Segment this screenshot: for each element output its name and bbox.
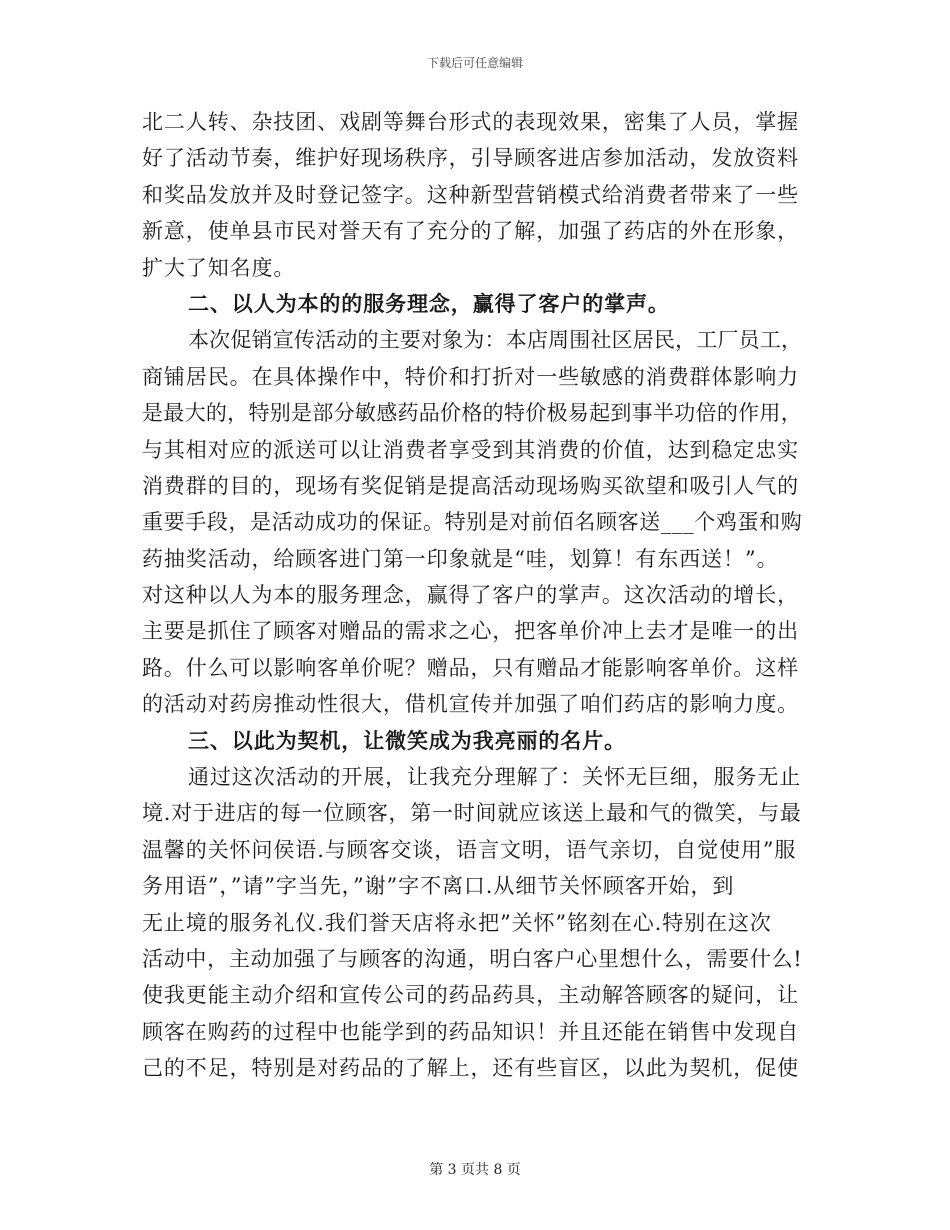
text-line: 对这种以人为本的服务理念，赢得了客户的掌声。这次活动的增长， xyxy=(142,583,799,608)
document-body xyxy=(142,104,802,1087)
text-line: 境.对于进店的每一位顾客，第一时间就应该送上最和气的微笑，与最 xyxy=(142,801,802,826)
section-heading: 二、以人为本的的服务理念，赢得了客户的掌声。 xyxy=(188,290,670,316)
text-line: 和奖品发放并及时登记签字。这种新型营销模式给消费者带来了一些 xyxy=(142,182,799,207)
text-line: 己的不足，特别是对药品的了解上，还有些盲区，以此为契机，促使 xyxy=(142,1056,799,1081)
text-line: 温馨的关怀问侯语.与顾客交谈，语言文明，语气亲切，自觉使用”服 xyxy=(142,837,797,862)
text-line: 北二人转、杂技团、戏剧等舞台形式的表现效果，密集了人员，掌握 xyxy=(142,110,799,134)
text-line: 通过这次活动的开展，让我充分理解了：关怀无巨细，服务无止 xyxy=(188,765,802,790)
text-line: 消费群的目的，现场有奖促销是提高活动现场购买欲望和吸引人气的 xyxy=(142,473,799,498)
text-line: 新意，使单县市民对誉天有了充分的了解，加强了药店的外在形象， xyxy=(142,219,799,244)
text-line: 重要手段，是活动成功的保证。特别是对前佰名顾客送___个鸡蛋和购 xyxy=(142,510,803,535)
text-line: 顾客在购药的过程中也能学到的药品知识！并且还能在销售中发现自 xyxy=(142,1019,799,1044)
text-line: 是最大的，特别是部分敏感药品价格的特价极易起到事半功倍的作用， xyxy=(142,401,802,426)
text-line: 路。什么可以影响客单价呢？赠品，只有赠品才能影响客单价。这样 xyxy=(142,655,799,680)
text-line: 的活动对药房推动性很大，借机宣传并加强了咱们药店的影响力度。 xyxy=(142,692,799,717)
page-footer: 第 3 页共 8 页 xyxy=(429,1162,521,1178)
text-line: 药抽奖活动，给顾客进门第一印象就是“哇，划算！有东西送！”。 xyxy=(142,546,779,571)
text-line: 无止境的服务礼仪.我们誉天店将永把”关怀”铭刻在心.特别在这次 xyxy=(142,910,772,935)
page-header: 下载后可任意编辑 xyxy=(426,56,523,70)
text-line: 本次促销宣传活动的主要对象为：本店周围社区居民，工厂员工， xyxy=(188,328,803,353)
text-line: 好了活动节奏，维护好现场秩序，引导顾客进店参加活动，发放资料 xyxy=(142,146,799,171)
text-line: 扩大了知名度。 xyxy=(142,255,296,280)
text-line: 主要是抓住了顾客对赠品的需求之心，把客单价冲上去才是唯一的出 xyxy=(142,619,799,644)
text-line: 商铺居民。在具体操作中，特价和打折对一些敏感的消费群体影响力 xyxy=(142,364,799,389)
text-line: 活动中，主动加强了与顾客的沟通，明白客户心里想什么，需要什么! xyxy=(142,946,803,971)
text-line: 与其相对应的派送可以让消费者享受到其消费的价值，达到稳定忠实 xyxy=(142,437,799,462)
text-line: 使我更能主动介绍和宣传公司的药品药具，主动解答顾客的疑问，让 xyxy=(142,983,799,1008)
section-heading: 三、以此为契机，让微笑成为我亮丽的名片。 xyxy=(188,727,626,753)
text-line: 务用语”，”请”字当先，”谢”字不离口.从细节关怀顾客开始，到 xyxy=(142,874,735,899)
